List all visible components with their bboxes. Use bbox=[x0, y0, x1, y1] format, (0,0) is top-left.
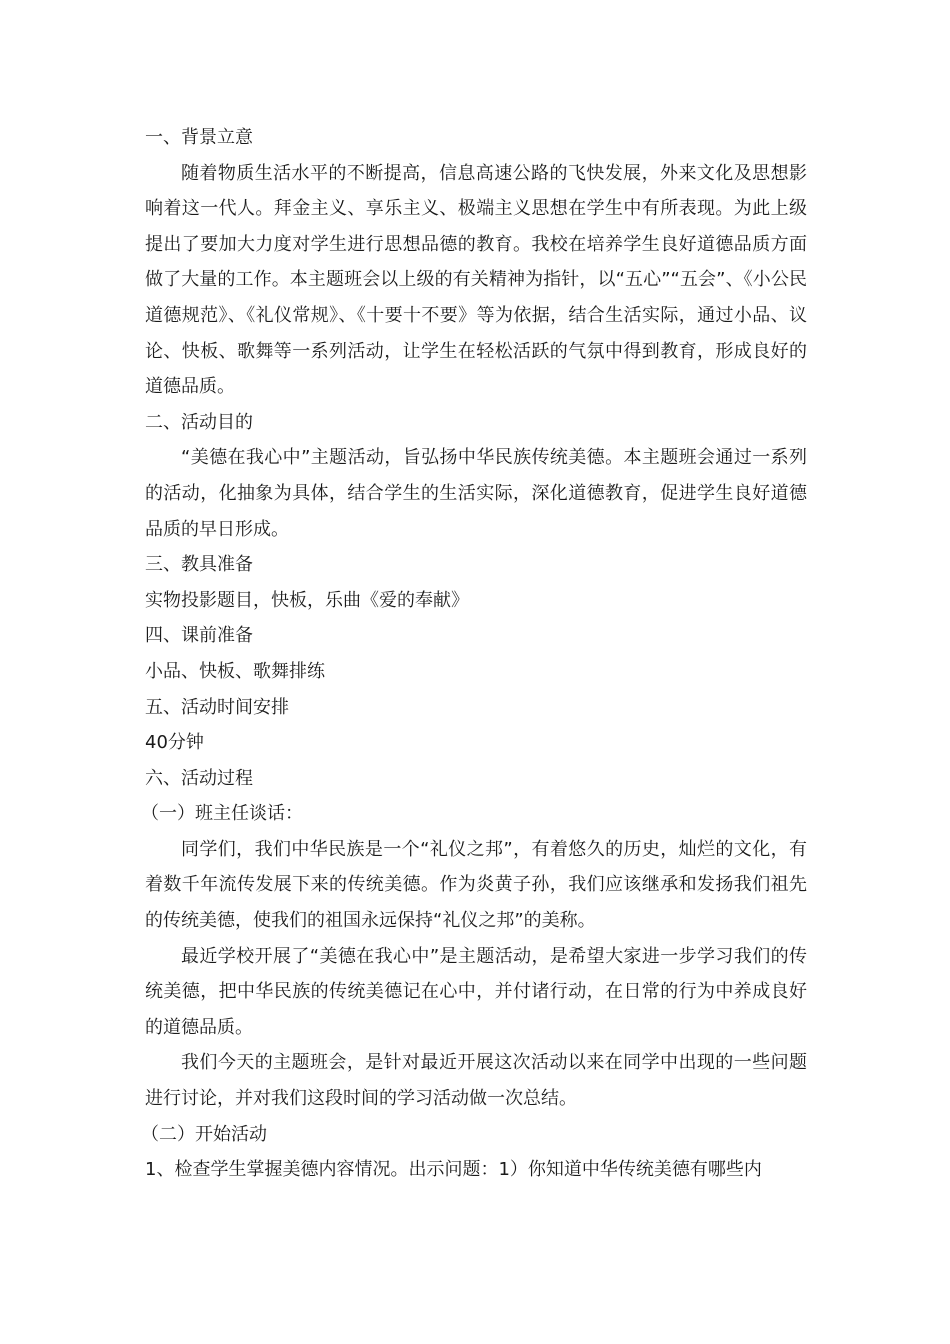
section-heading-process: 六、活动过程 bbox=[145, 767, 253, 789]
paragraph-teacher-talk-1: 同学们，我们中华民族是一个“礼仪之邦”，有着悠久的历史，灿烂的文化，有着数千年流传发展下来的传统美德。作为炎黄子孙，我们应该继承和发扬我们祖先的传统美德，使我们的祖国永远保持“礼仪之邦”的美称。 bbox=[145, 838, 807, 932]
section-heading-time: 五、活动时间安排 bbox=[145, 696, 289, 718]
line-teaching-aids: 实物投影题目，快板，乐曲《爱的奉献》 bbox=[145, 589, 469, 611]
section-heading-preparation: 四、课前准备 bbox=[145, 625, 253, 647]
subheading-start-activity: （二）开始活动 bbox=[141, 1123, 267, 1145]
paragraph-teacher-talk-3: 我们今天的主题班会，是针对最近开展这次活动以来在同学中出现的一些问题进行讨论，并对我们这段时间的学习活动做一次总结。 bbox=[145, 1052, 807, 1110]
paragraph-background: 随着物质生活水平的不断提高，信息高速公路的飞快发展，外来文化及思想影响着这一代人。拜金主义、享乐主义、极端主义思想在学生中有所表现。为此上级提出了要加大力度对学生进行思想品德的教育。我校在培养学生良好道德品质方面做了大量的工作。本主题班会以上级的有关精神为指针，以“五心”“五会”、《小公民道德规范》、《礼仪常规》、《十要十不要》等为依据，结合生活实际，通过小品、议论、快板、歌舞等一系列活动，让学生在轻松活跃的气氛中得到教育，形成良好的道德品质。 bbox=[145, 162, 807, 398]
line-preparation: 小品、快板、歌舞排练 bbox=[145, 660, 325, 682]
section-heading-background: 一、背景立意 bbox=[145, 127, 253, 148]
paragraph-teacher-talk-2: 最近学校开展了“美德在我心中”是主题活动，是希望大家进一步学习我们的传统美德，把中华民族的传统美德记在心中，并付诸行动，在日常的行为中养成良好的道德品质。 bbox=[145, 945, 807, 1038]
document-body bbox=[141, 120, 807, 1188]
section-heading-purpose: 二、活动目的 bbox=[145, 411, 253, 433]
subheading-teacher-talk: （一）班主任谈话： bbox=[141, 803, 303, 825]
line-check-students: 1、检查学生掌握美德内容情况。出示问题：1）你知道中华传统美德有哪些内 bbox=[145, 1159, 762, 1181]
paragraph-purpose: “美德在我心中”主题活动，旨弘扬中华民族传统美德。本主题班会通过一系列的活动，化抽象为具体，结合学生的生活实际，深化道德教育，促进学生良好道德品质的早日形成。 bbox=[145, 447, 807, 540]
section-heading-teaching-aids: 三、教具准备 bbox=[145, 554, 253, 576]
line-time: 40分钟 bbox=[145, 732, 204, 754]
